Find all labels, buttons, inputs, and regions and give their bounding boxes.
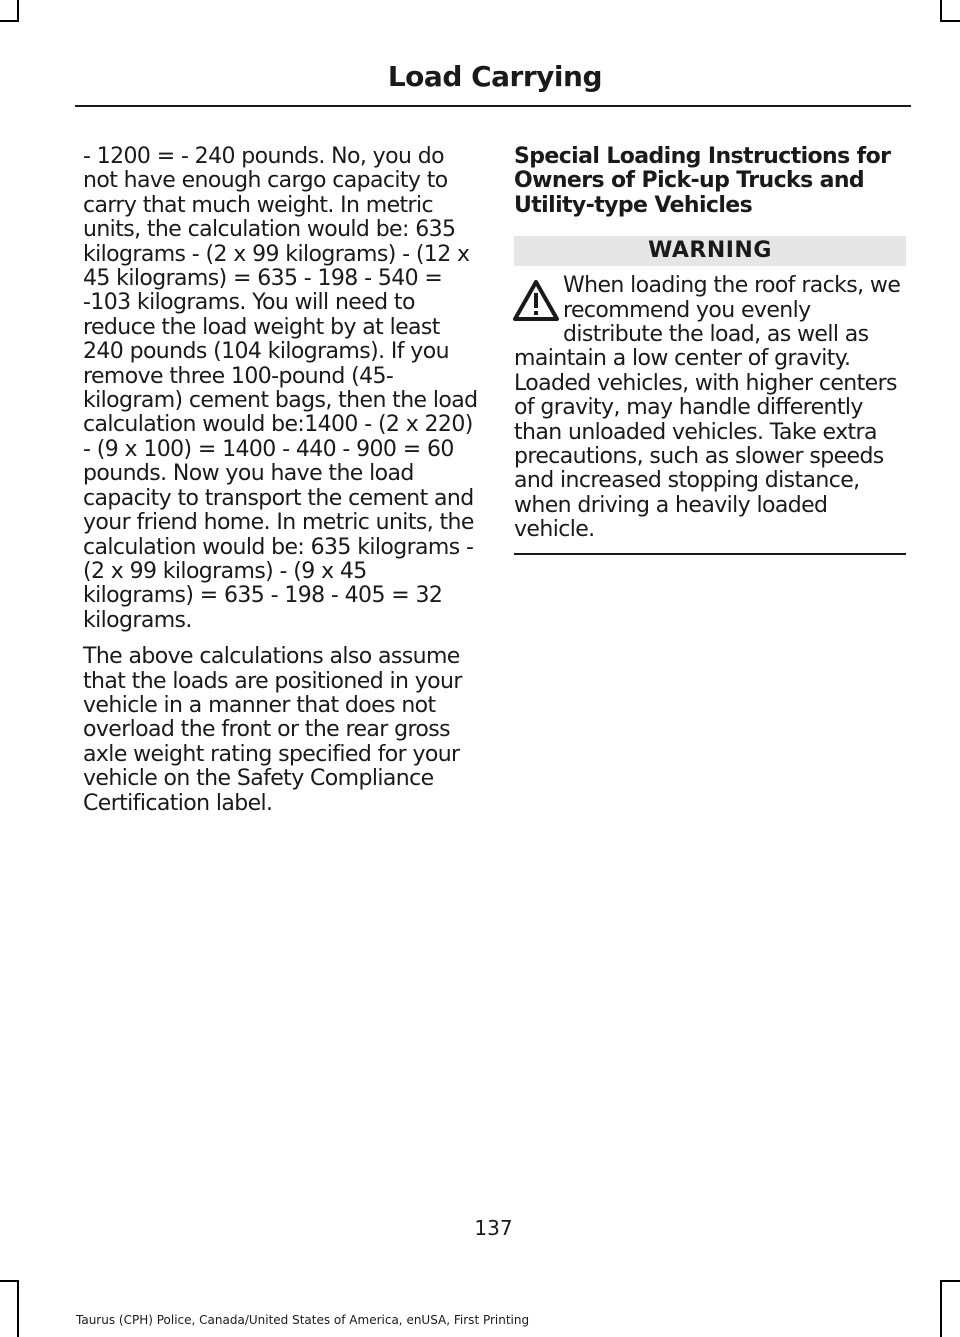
body-paragraph: - 1200 = - 240 pounds. No, you do not have enough cargo capacity to carry that much weight. In metric units, the calculation would be: 635 kilograms - (2 x 99 kilograms) - (12 x 45 kilograms) = 635 - 198 - 540 = -103 kilograms. You will need to reduce the load weight by at least 240 pounds (104 kilograms). If you remove three 100-pound (45-kilogram) cement bags, then the load calculation would be:1400 - (2 x 220) - (9 x 100) = 1400 - 440 - 900 = 60 pounds. Now you have the load capacity to transport the cement and your friend home. In metric units, the calculation would be: 635 kilograms - (2 x 99 kilograms) - (9 x 45 kilograms) = 635 - 198 - 405 = 32 kilograms. [83,144,478,633]
header-rule [75,105,911,107]
crop-mark-bottom-left-v [17,1280,19,1337]
warning-triangle-icon [511,277,561,325]
left-column [83,145,478,828]
crop-mark-bottom-left-h [0,1280,19,1282]
body-paragraph: The above calculations also assume that the loads are positioned in your vehicle in a manner that does not overload the front or the rear gross axle weight rating specified for your vehicle on the Safety Compliance Certification label. [83,644,462,816]
crop-mark-top-right-h [940,20,960,22]
section-heading: Special Loading Instructions for Owners of Pick-up Trucks and Utility-type Vehicles [514,144,891,218]
page-title: Load Carrying [387,60,602,93]
warning-text: When loading the roof racks, we recommend you evenly distribute the load, as well as maintain a low center of gravity. Loaded vehicles, with higher centers of gravity, may handle differently than unloaded vehicles. Take extra precautions, such as slower speeds and increased stopping distance, when driving a heavily loaded vehicle. [514,273,901,543]
warning-rule [514,553,906,555]
edition-footer: Taurus (CPH) Police, Canada/United States of America, enUSA, First Printing [76,1313,530,1327]
warning-label: WARNING [514,236,906,266]
warning-box [514,274,906,542]
right-column [514,145,906,555]
crop-mark-top-left-h [0,20,19,22]
crop-mark-bottom-right-h [940,1280,960,1282]
page-number: 137 [474,1216,513,1240]
crop-mark-top-right-v [940,0,942,22]
crop-mark-bottom-right-v [940,1280,942,1337]
crop-mark-top-left-v [17,0,19,22]
